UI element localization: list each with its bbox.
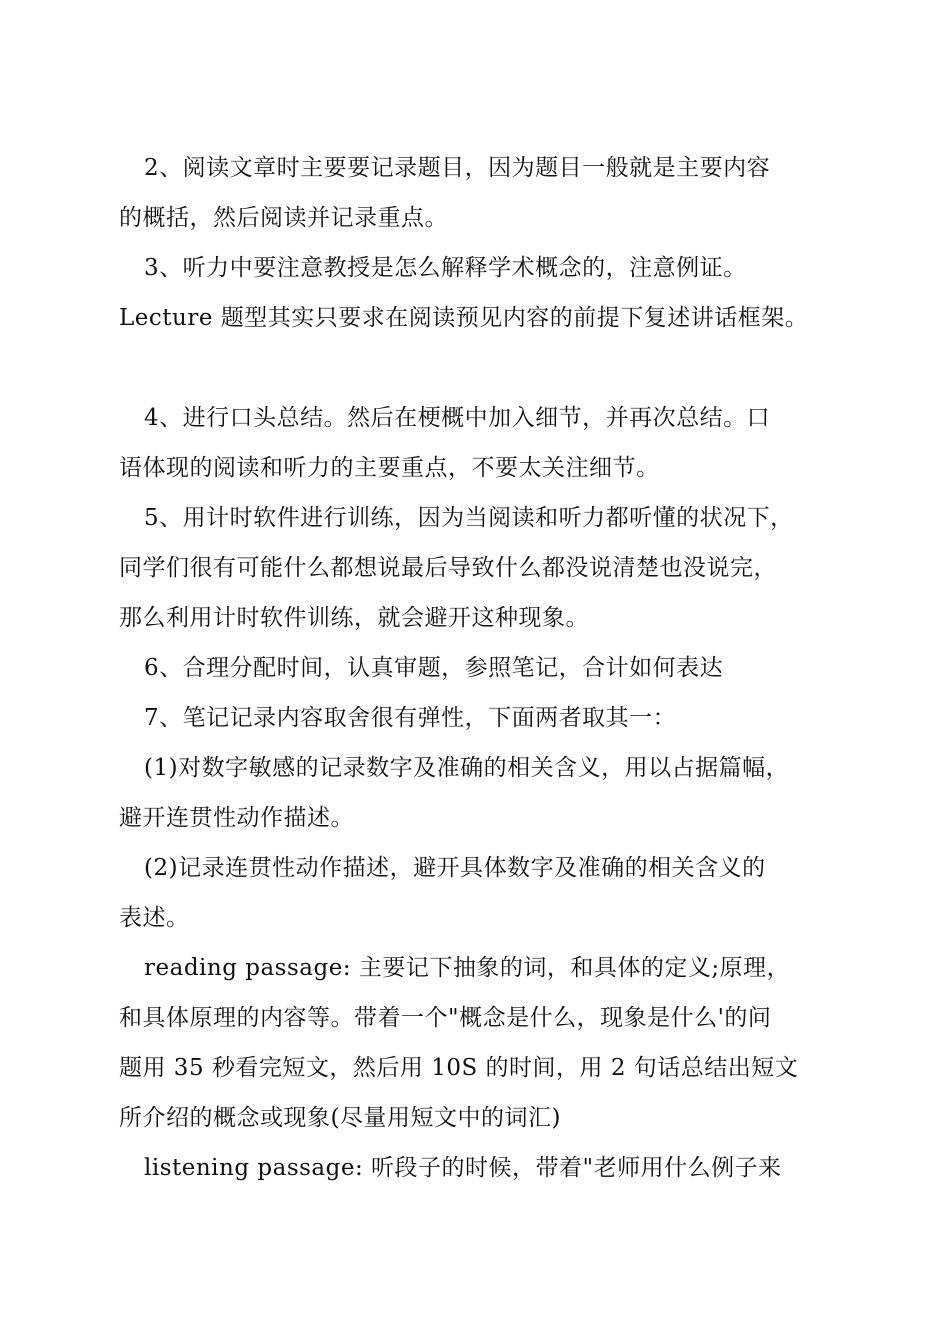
paragraph-5-line-3: 那么利用计时软件训练，就会避开这种现象。 bbox=[119, 605, 589, 631]
paragraph-5-line-1: 5、用计时软件进行训练，因为当阅读和听力都听懂的状况下， bbox=[144, 505, 794, 531]
item-2-line-2: 表述。 bbox=[119, 905, 190, 931]
item-1-line-2: 避开连贯性动作描述。 bbox=[119, 805, 354, 831]
paragraph-2-line-2: 的概括，然后阅读并记录重点。 bbox=[119, 205, 448, 231]
paragraph-5-line-2: 同学们很有可能什么都想说最后导致什么都没说清楚也没说完， bbox=[119, 555, 777, 581]
paragraph-4-line-1: 4、进行口头总结。然后在梗概中加入细节，并再次总结。口 bbox=[144, 405, 771, 431]
paragraph-6-line-1: 6、合理分配时间，认真审题，参照笔记，合计如何表达 bbox=[144, 655, 724, 681]
reading-passage-line-4: 所介绍的概念或现象(尽量用短文中的词汇) bbox=[119, 1105, 561, 1131]
paragraph-3-line-2: Lecture 题型其实只要求在阅读预见内容的前提下复述讲话框架。 bbox=[119, 305, 809, 331]
reading-passage-line-2: 和具体原理的内容等。带着一个"概念是什么，现象是什么'的问 bbox=[119, 1005, 772, 1031]
listening-passage-line-1: listening passage: 听段子的时候，带着"老师用什么例子来 bbox=[144, 1155, 782, 1181]
reading-passage-line-3: 题用 35 秒看完短文，然后用 10S 的时间，用 2 句话总结出短文 bbox=[119, 1055, 799, 1081]
paragraph-4-line-2: 语体现的阅读和听力的主要重点，不要太关注细节。 bbox=[119, 455, 660, 481]
paragraph-7-line-1: 7、笔记记录内容取舍很有弹性，下面两者取其一： bbox=[144, 705, 677, 731]
reading-passage-line-1: reading passage: 主要记下抽象的词，和具体的定义;原理， bbox=[144, 955, 791, 981]
item-1-line-1: (1)对数字敏感的记录数字及准确的相关含义，用以占据篇幅， bbox=[144, 755, 790, 781]
item-2-line-1: (2)记录连贯性动作描述，避开具体数字及准确的相关含义的 bbox=[144, 855, 766, 881]
paragraph-3-line-1: 3、听力中要注意教授是怎么解释学术概念的，注意例证。 bbox=[144, 255, 747, 281]
paragraph-2-line-1: 2、阅读文章时主要要记录题目，因为题目一般就是主要内容 bbox=[144, 155, 771, 181]
